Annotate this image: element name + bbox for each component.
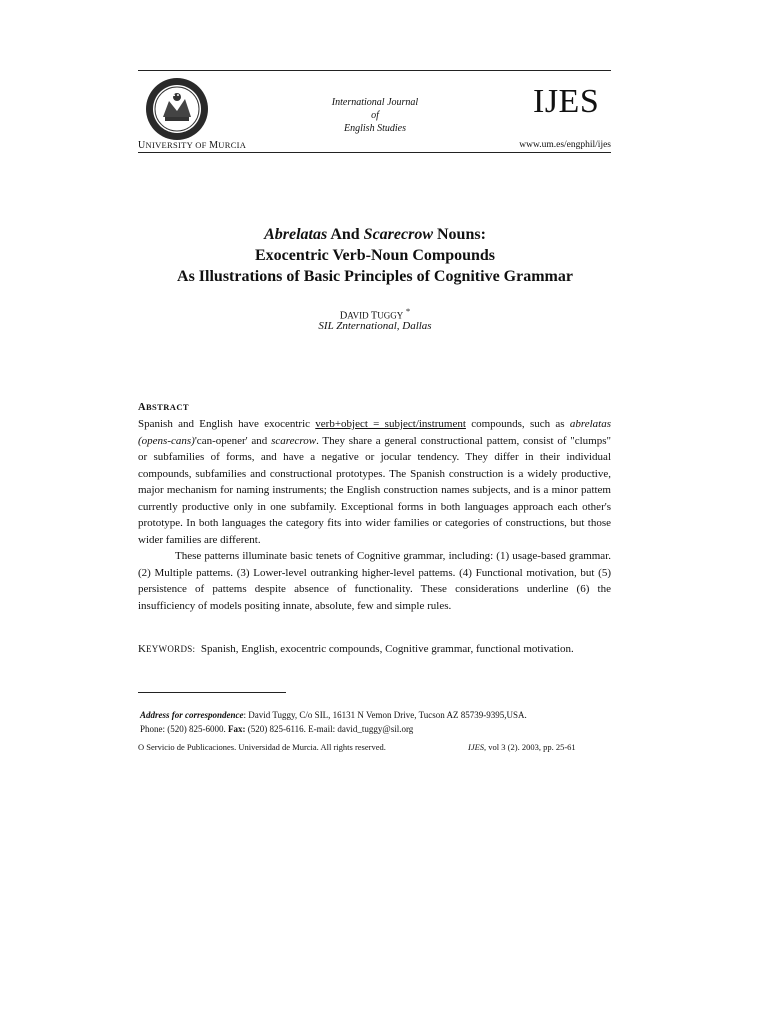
journal-name [300, 96, 450, 135]
journal-line-3: English Studies [344, 123, 406, 134]
footnote-marker[interactable]: * [405, 306, 411, 316]
author-affiliation: SIL Znternational, Dallas [318, 320, 432, 332]
correspondence-contact: Phone: (520) 825-6000. Fax: (520) 825-6116. E-mail: david_tuggy@sil.org [140, 724, 414, 734]
article-title [100, 224, 650, 287]
correspondence-address: Address for correspondence: David Tuggy, C/o SIL, 16131 N Vemon Drive, Tucson AZ 85739-9395,USA. [140, 710, 527, 720]
university-seal-icon [143, 77, 211, 141]
ijes-logo: IJES [533, 83, 600, 120]
citation-text: IJES, vol 3 (2). 2003, pp. 25-61 [468, 742, 576, 752]
keywords: KEYWORDS: Spanish, English, exocentric compounds, Cognitive grammar, functional motivation. [138, 643, 574, 655]
title-line-2: Exocentric Verb-Noun Compounds [254, 247, 496, 264]
journal-line-2: of [371, 110, 379, 121]
copyright-text: O Servicio de Publicaciones. Universidad de Murcia. All rights reserved. [138, 742, 386, 752]
journal-url-link[interactable]: www.um.es/engphil/ijes [519, 140, 611, 150]
keywords-text: Spanish, English, exocentric compounds, Cognitive grammar, functional motivation. [200, 643, 574, 655]
author-name: DAVID TUGGY * [339, 306, 411, 322]
abstract-body [138, 416, 611, 614]
abstract-heading: ABSTRACT [138, 402, 189, 413]
footnote-rule [138, 692, 286, 693]
correspondence-footnote [140, 708, 610, 736]
abstract-paragraph-2: These patterns illuminate basic tenets of Cognitive grammar, including: (1) usage-based grammar. (2) Multiple pattems. (3) Lower-level outranking higher-level pattems. (4) Functional motivation, but (5) persistence of pattems despite absence of functionality. These considerations underline (6) the insufficiency of models positing innate, absolute, few and simple rules. [138, 550, 611, 612]
header-bottom-rule [138, 152, 611, 153]
title-line-3: As Illustrations of Basic Principles of Cognitive Grammar [177, 268, 573, 285]
journal-line-1: International Journal [331, 97, 419, 108]
header-top-rule [138, 70, 611, 71]
title-line-1: Abrelatas And Scarecrow Nouns: [264, 226, 486, 243]
abstract-paragraph-1: Spanish and English have exocentric verb+object = subject/instrument compounds, such as abrelatas (opens-cans)'can-opener' and scarecrow. They share a general constructional pattem, consist of "clumps" or subfamilies of forms, and have a negative or jocular tendency. They differ in their individual compounds, subfamilies and constructional prototypes. The Spanish construction is a widely productive, major mechanism for naming instruments; the English construction names subjects, and is a minor pattem currently productive only in one subfamily. Exceptional forms in both languages approach each other's prototype. In both languages the category fits into wider families or categories of constructions, but those wider families are different. [138, 418, 612, 546]
university-name: UNIVERSITY OF MURCIA [138, 140, 247, 151]
